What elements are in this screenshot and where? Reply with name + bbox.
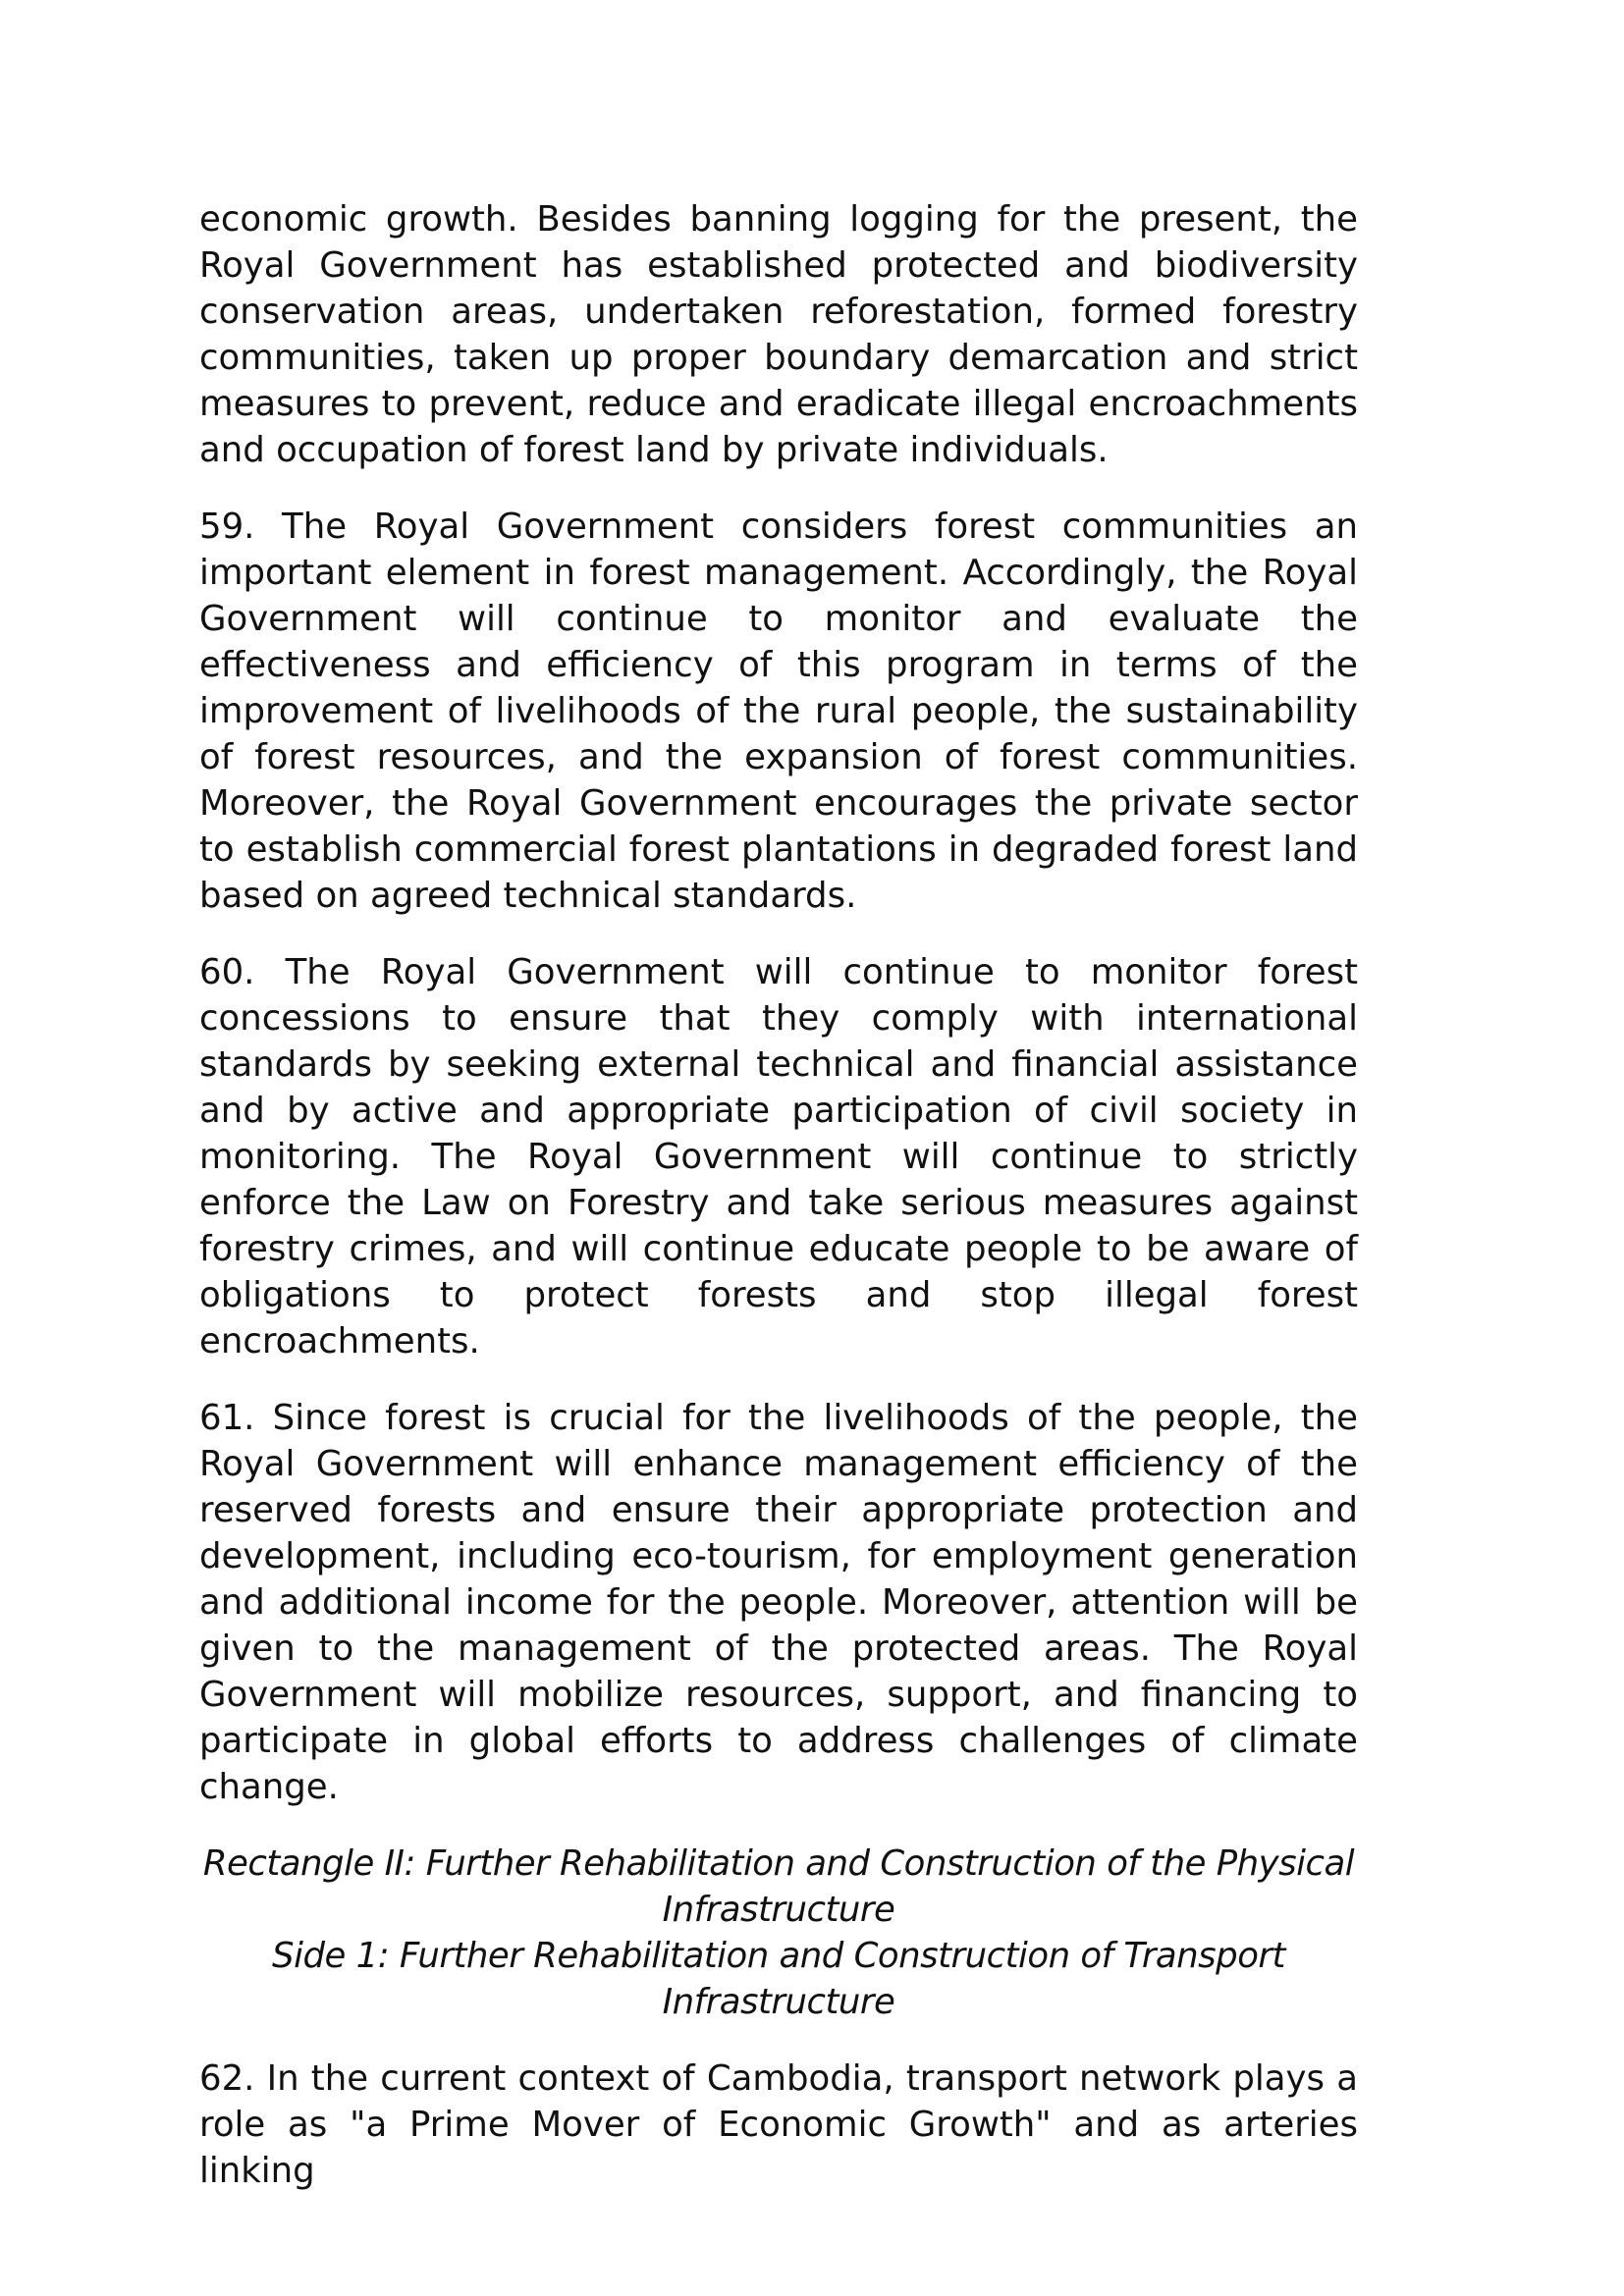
paragraph-60: 60. The Royal Government will continue to monitor forest concessions to ensure that they comply with international standards by seeking external technical and financial assistance and by active and appropriate participation of civil society in monitoring. The Royal Government will continue to strictly enforce the Law on Forestry and take serious measures against forestry crimes, and will continue educate people to be aware of obligations to protect forests and stop illegal forest encroachments. [199, 952, 1358, 1362]
side-title: Side 1: Further Rehabilitation and Construction of Transport Infrastructure [272, 1936, 1285, 2022]
document-page [199, 196, 1358, 2224]
paragraph-61: 61. Since forest is crucial for the livelihoods of the people, the Royal Government will enhance management efficiency of the reserved forests and ensure their appropriate protection and development, including eco-tourism, for employment generation and additional income for the people. Moreover, attention will be given to the management of the protected areas. The Royal Government will mobilize resources, support, and financing to participate in global efforts to address challenges of climate change. [199, 1398, 1358, 1807]
section-heading [199, 1841, 1358, 2025]
paragraph-62: 62. In the current context of Cambodia, transport network plays a role as "a Prime Mover of Economic Growth" and as arteries linking [199, 2058, 1358, 2191]
paragraph-59: 59. The Royal Government considers forest communities an important element in forest management. Accordingly, the Royal Government will continue to monitor and evaluate the effectiveness and efficiency of this program in terms of the improvement of livelihoods of the rural people, the sustainability of forest resources, and the expansion of forest communities. Moreover, the Royal Government encourages the private sector to establish commercial forest plantations in degraded forest land based on agreed technical standards. [199, 507, 1358, 916]
paragraph-58-continued: economic growth. Besides banning logging for the present, the Royal Government has established protected and biodiversity conservation areas, undertaken reforestation, formed forestry communities, taken up proper boundary demarcation and strict measures to prevent, reduce and eradicate illegal encroachments and occupation of forest land by private individuals. [199, 199, 1358, 470]
rectangle-title: Rectangle II: Further Rehabilitation and Construction of the Physical Infrastructure [202, 1843, 1355, 1930]
